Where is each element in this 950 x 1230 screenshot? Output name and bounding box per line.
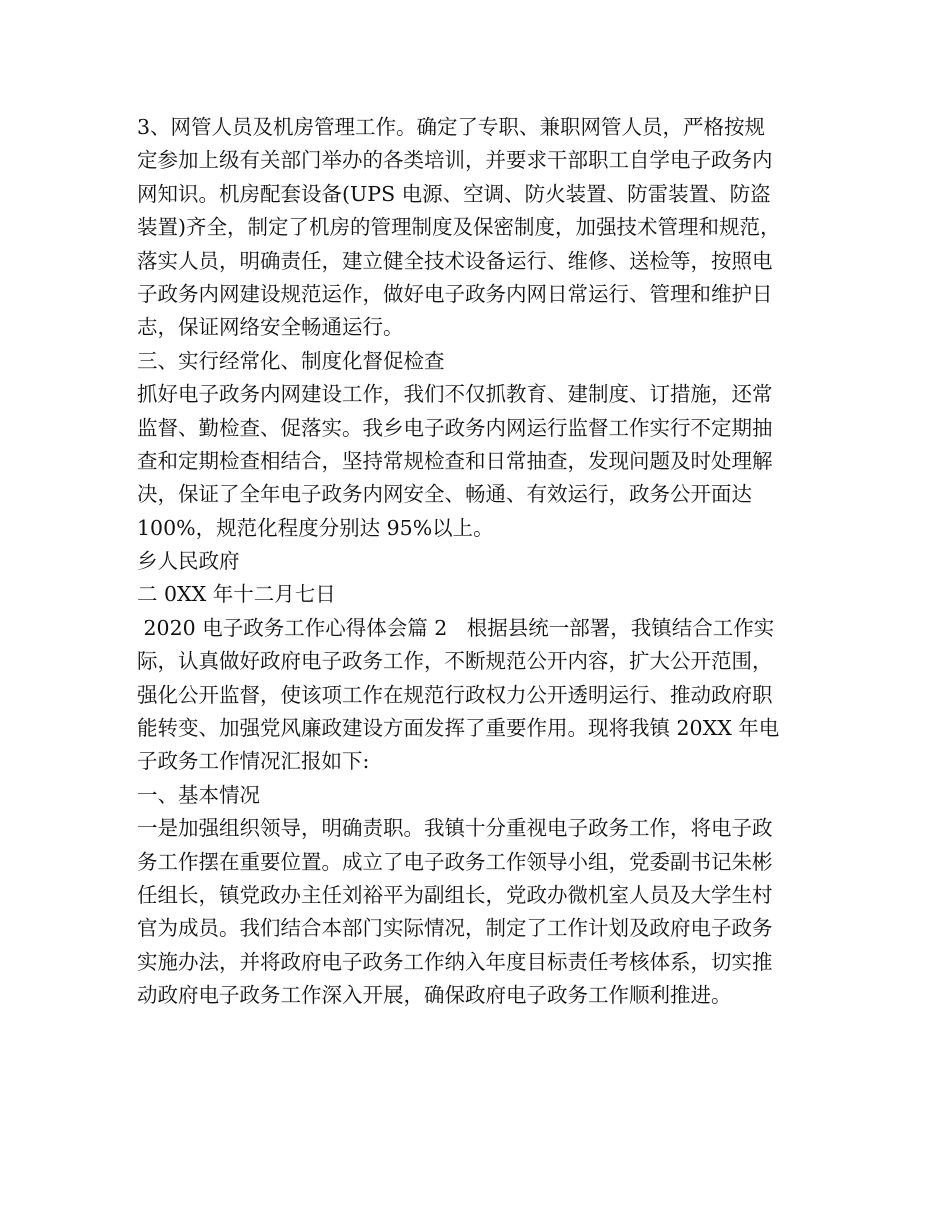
text-line: 能转变、加强党风廉政建设方面发挥了重要作用。现将我镇 20XX 年电	[137, 716, 780, 741]
text-line: 际，认真做好政府电子政务工作，不断规范公开内容，扩大公开范围，	[137, 649, 773, 674]
text-line: 落实人员，明确责任，建立健全技术设备运行、维修、送检等，按照电	[137, 248, 773, 273]
article-title-line: 2020 电子政务工作心得体会篇 2 根据县统一部署，我镇结合工作实	[137, 615, 775, 640]
document-body	[137, 111, 827, 1013]
section-heading: 一、基本情况	[137, 782, 260, 807]
text-line: 装置)齐全，制定了机房的管理制度及保密制度，加强技术管理和规范，	[137, 215, 781, 240]
text-line: 子政务内网建设规范运作，做好电子政务内网日常运行、管理和维护日	[137, 281, 773, 306]
text-line: 动政府电子政务工作深入开展，确保政府电子政务工作顺利推进。	[137, 983, 732, 1008]
text-line: 务工作摆在重要位置。成立了电子政务工作领导小组，党委副书记朱彬	[137, 849, 773, 874]
text-line: 强化公开监督，使该项工作在规范行政权力公开透明运行、推动政府职	[137, 682, 773, 707]
text-line: 3、网管人员及机房管理工作。确定了专职、兼职网管人员，严格按规	[137, 115, 766, 139]
text-line: 一是加强组织领导，明确责职。我镇十分重视电子政务工作，将电子政	[137, 816, 773, 841]
text-line: 实施办法，并将政府电子政务工作纳入年度目标责任考核体系，切实推	[137, 949, 773, 974]
text-line: 官为成员。我们结合本部门实际情况，制定了工作计划及政府电子政务	[137, 916, 773, 941]
signature-date: 二 0XX 年十二月七日	[137, 582, 336, 607]
section-heading: 三、实行经常化、制度化督促检查	[137, 348, 445, 373]
text-line: 网知识。机房配套设备(UPS 电源、空调、防火装置、防雷装置、防盗	[137, 181, 771, 206]
text-line: 决，保证了全年电子政务内网安全、畅通、有效运行，政务公开面达	[137, 482, 752, 507]
text-line: 子政务工作情况汇报如下:	[137, 749, 370, 774]
text-line: 查和定期检查相结合，坚持常规检查和日常抽查，发现问题及时处理解	[137, 448, 773, 473]
text-line: 监督、勤检查、促落实。我乡电子政务内网运行监督工作实行不定期抽	[137, 415, 773, 440]
text-line: 定参加上级有关部门举办的各类培训，并要求干部职工自学电子政务内	[137, 148, 773, 173]
text-line: 抓好电子政务内网建设工作，我们不仅抓教育、建制度、订措施，还常	[137, 382, 773, 407]
signature-org: 乡人民政府	[137, 549, 240, 574]
text-line: 志，保证网络安全畅通运行。	[137, 315, 404, 340]
text-line: 100%，规范化程度分别达 95%以上。	[137, 515, 494, 540]
text-line: 任组长，镇党政办主任刘裕平为副组长，党政办微机室人员及大学生村	[137, 882, 773, 907]
